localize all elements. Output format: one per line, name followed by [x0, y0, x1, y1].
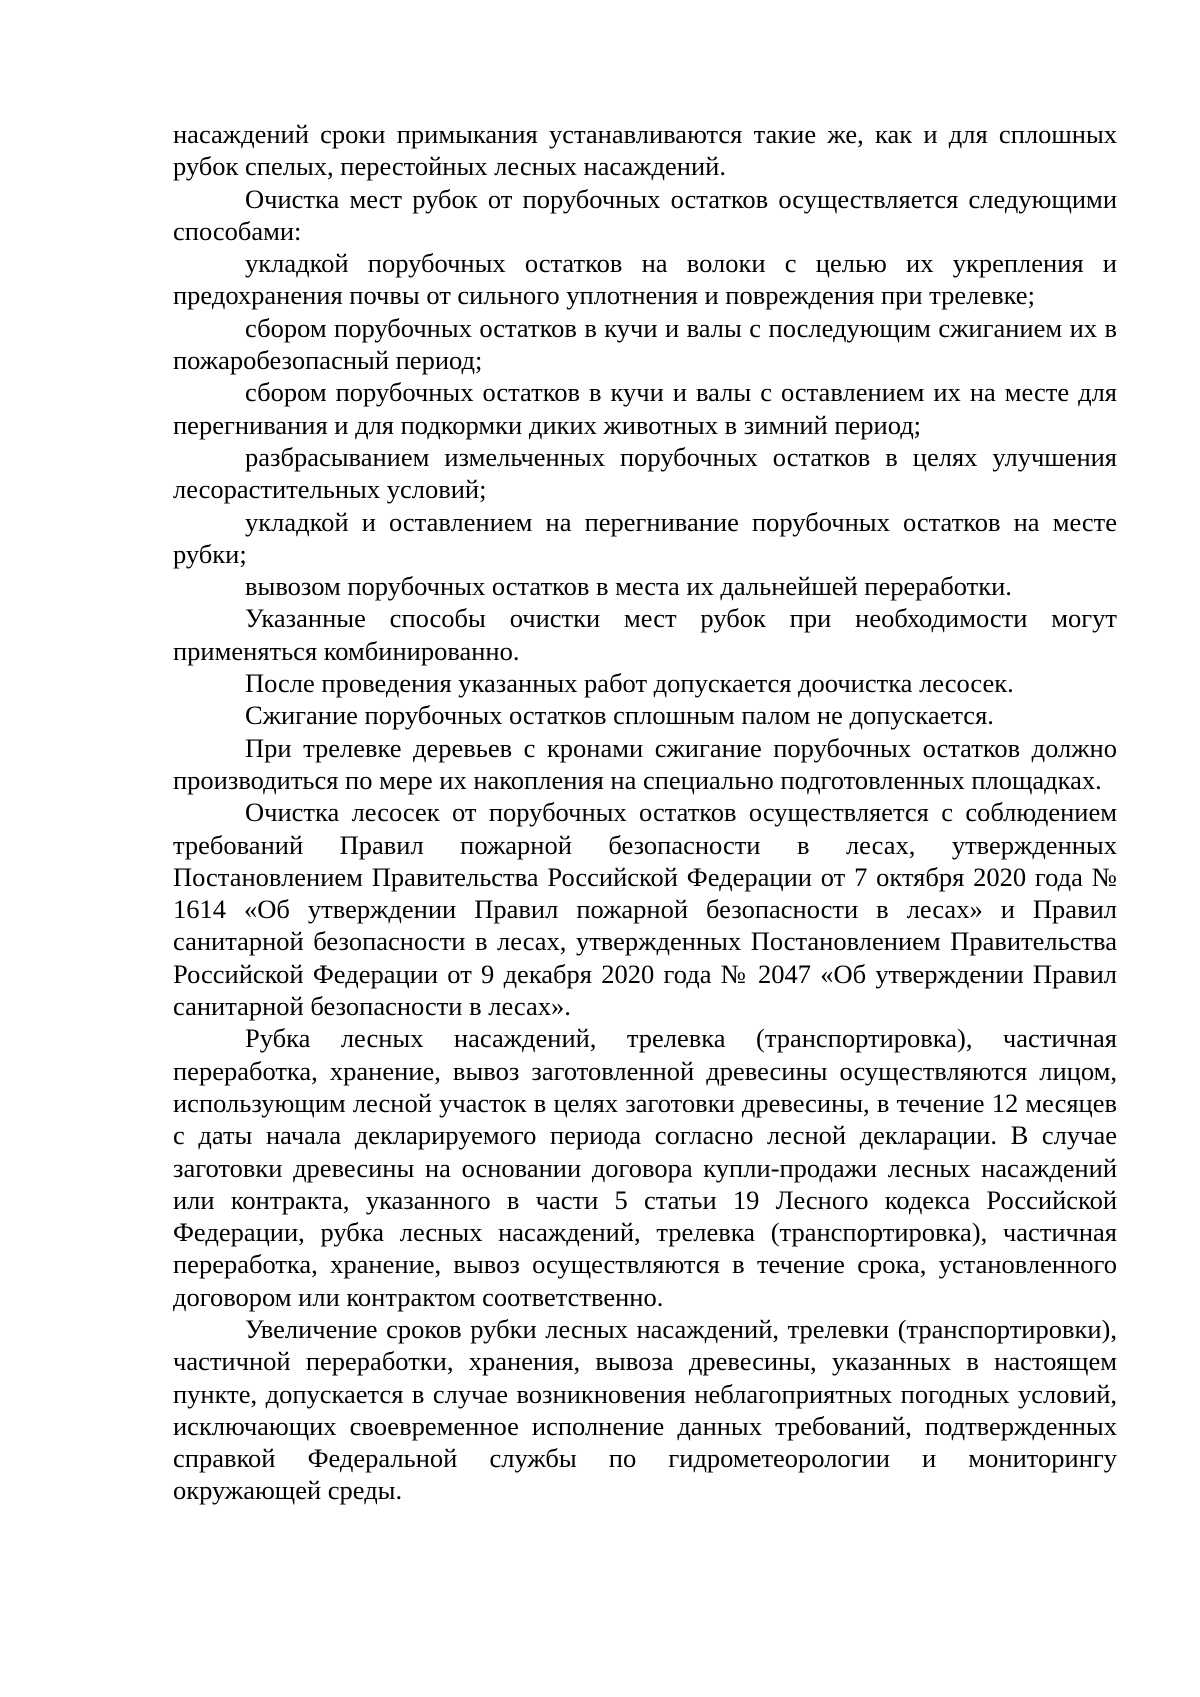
paragraph-method-rotting-on-site: укладкой и оставлением на перегнивание порубочных остатков на месте рубки; — [173, 506, 1117, 569]
paragraph-method-leaving-piles: сбором порубочных остатков в кучи и валы с оставлением их на месте для перегнивания и для подкормки диких животных в зимний период; — [173, 377, 1117, 440]
paragraph-continuation: насаждений сроки примыкания устанавливаются такие же, как и для сплошных рубок спелых, перестойных лесных насаждений. — [173, 119, 1117, 182]
paragraph-cleaning-methods-intro: Очистка мест рубок от порубочных остатков осуществляется следующими способами: — [173, 183, 1117, 246]
paragraph-skidding-burning: При трелевке деревьев с кронами сжигание порубочных остатков должно производиться по мере их накопления на специально подготовленных площадках. — [173, 732, 1117, 795]
paragraph-term-extension: Увеличение сроков рубки лесных насаждений, трелевки (транспортировки), частичной переработки, хранения, вывоза древесины, указанных в настоящем пункте, допускается в случае возникновения неблагоприятных погодных условий, исключающих своевременное исполнение данных требований, подтвержденных справкой Федеральной службы по гидрометеорологии и мониторингу окружающей среды. — [173, 1313, 1117, 1506]
paragraph-method-burning: сбором порубочных остатков в кучи и валы с последующим сжиганием их в пожаробезопасный период; — [173, 312, 1117, 376]
paragraph-additional-cleaning: После проведения указанных работ допускается доочистка лесосек. — [245, 668, 1014, 699]
paragraph-fire-safety-rules: Очистка лесосек от порубочных остатков осуществляется с соблюдением требований Правил пожарной безопасности в лесах, утвержденных Постановлением Правительства Российской Федерации от 7 октября 2020 года № 1614 «Об утверждении Правил пожарной безопасности в лесах» и Правил санитарной безопасности в лесах, утвержденных Постановлением Правительства Российской Федерации от 9 декабря 2020 года № 2047 «Об утверждении Правил санитарной безопасности в лесах». — [173, 797, 1117, 1022]
paragraph-harvest-terms: Рубка лесных насаждений, трелевка (транспортировка), частичная переработка, хранение, вывоз заготовленной древесины осуществляются лицом, использующим лесной участок в целях заготовки древесины, в течение 12 месяцев с даты начала декларируемого периода согласно лесной декларации. В случае заготовки древесины на основании договора купли-продажи лесных насаждений или контракта, указанного в части 5 статьи 19 Лесного кодекса Российской Федерации, рубка лесных насаждений, трелевка (транспортировка), частичная переработка, хранение, вывоз осуществляются в течение срока, установленного договором или контрактом соответственно. — [173, 1023, 1117, 1312]
document-body — [173, 118, 1117, 1507]
paragraph-method-removal: вывозом порубочных остатков в места их дальнейшей переработки. — [245, 571, 1012, 602]
paragraph-combined-methods: Указанные способы очистки мест рубок при необходимости могут применяться комбинированно. — [173, 603, 1117, 666]
paragraph-method-scattering: разбрасыванием измельченных порубочных остатков в целях улучшения лесорастительных условий; — [173, 441, 1117, 505]
paragraph-no-fire-sweep: Сжигание порубочных остатков сплошным палом не допускается. — [245, 700, 994, 731]
paragraph-method-laying-on-drags: укладкой порубочных остатков на волоки с целью их укрепления и предохранения почвы от сильного уплотнения и повреждения при трелевке; — [173, 248, 1117, 311]
